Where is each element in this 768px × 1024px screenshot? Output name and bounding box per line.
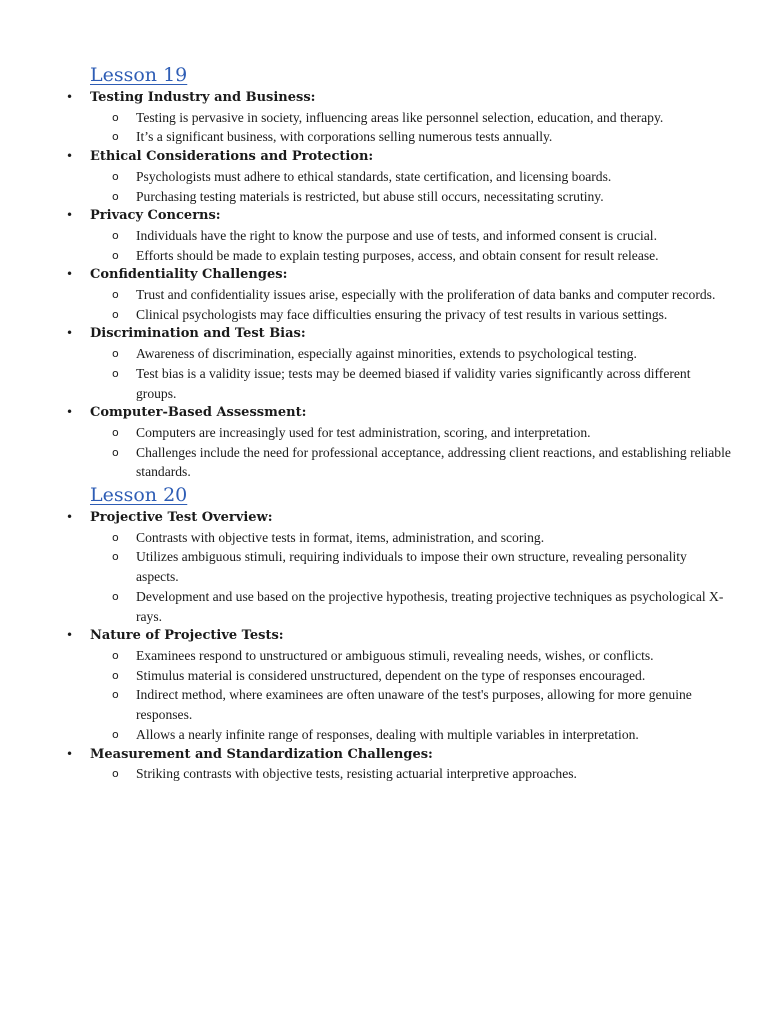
point-text: Purchasing testing materials is restricted, but abuse still occurs, necessitating scrutiny.	[136, 188, 604, 204]
point-text: Clinical psychologists may face difficulties ensuring the privacy of test results in various settings.	[136, 306, 668, 322]
circle-bullet-icon: o	[112, 288, 119, 302]
circle-bullet-icon: o	[112, 130, 119, 144]
point-text: Contrasts with objective tests in format, items, administration, and scoring.	[136, 529, 545, 545]
topic-title: Ethical Considerations and Protection:	[90, 149, 374, 165]
point-list	[0, 167, 768, 206]
point-text: Striking contrasts with objective tests, resisting actuarial interpretive approaches.	[136, 766, 577, 782]
lesson-section	[0, 482, 768, 784]
point-list	[0, 226, 768, 265]
topic-title: Confidentiality Challenges:	[90, 267, 288, 283]
bullet-icon: •	[66, 405, 74, 420]
point-text: Indirect method, where examinees are often unaware of the test's purposes, allowing for more genuine responses.	[136, 687, 692, 723]
circle-bullet-icon: o	[112, 550, 119, 564]
point-text: Trust and confidentiality issues arise, especially with the proliferation of data banks and computer records.	[136, 287, 716, 303]
topic-title: Testing Industry and Business:	[90, 90, 316, 105]
point-list	[0, 344, 768, 403]
topic-title: Computer-Based Assessment:	[90, 405, 307, 421]
point-text: Utilizes ambiguous stimuli, requiring individuals to impose their own structure, revealing personality aspects.	[136, 549, 687, 585]
point-text: Efforts should be made to explain testing purposes, access, and obtain consent for result release.	[136, 247, 659, 263]
point-item	[0, 187, 768, 207]
point-item	[0, 305, 768, 325]
bullet-icon: •	[66, 326, 74, 341]
point-text: Computers are increasingly used for test administration, scoring, and interpretation.	[136, 424, 591, 440]
circle-bullet-icon: o	[112, 530, 119, 544]
topic-item	[0, 403, 768, 482]
point-item	[0, 685, 768, 724]
document-body	[0, 62, 768, 784]
point-item	[0, 443, 768, 482]
circle-bullet-icon: o	[112, 727, 119, 741]
point-text: Stimulus material is considered unstructured, dependent on the type of responses encouraged.	[136, 667, 646, 683]
circle-bullet-icon: o	[112, 169, 119, 183]
point-text: Development and use based on the projective hypothesis, treating projective techniques as psychological X-rays.	[136, 588, 724, 624]
circle-bullet-icon: o	[112, 228, 119, 242]
topic-item	[0, 206, 768, 265]
circle-bullet-icon: o	[112, 110, 119, 124]
bullet-icon: •	[66, 746, 74, 761]
topic-title: Nature of Projective Tests:	[90, 628, 284, 644]
point-text: Allows a nearly infinite range of responses, dealing with multiple variables in interpretation.	[136, 726, 639, 742]
point-item	[0, 167, 768, 187]
topic-title: Discrimination and Test Bias:	[90, 326, 306, 342]
point-text: Examinees respond to unstructured or ambiguous stimuli, revealing needs, wishes, or conflicts.	[136, 647, 654, 663]
circle-bullet-icon: o	[112, 648, 119, 662]
lesson-heading: Lesson 19	[90, 64, 188, 86]
circle-bullet-icon: o	[112, 366, 119, 380]
circle-bullet-icon: o	[112, 189, 119, 203]
point-item	[0, 725, 768, 745]
point-text: Awareness of discrimination, especially against minorities, extends to psychological testing.	[136, 346, 637, 362]
point-list	[0, 528, 768, 627]
bullet-icon: •	[66, 628, 74, 643]
lesson-section	[0, 62, 768, 482]
point-list	[0, 285, 768, 324]
point-text: Challenges include the need for professional acceptance, addressing client reactions, and establishing reliable standards.	[136, 444, 731, 480]
point-item	[0, 344, 768, 364]
point-item	[0, 646, 768, 666]
point-list	[0, 764, 768, 784]
topic-title: Privacy Concerns:	[90, 208, 221, 224]
bullet-icon: •	[66, 208, 74, 223]
point-list	[0, 108, 768, 147]
point-text: Individuals have the right to know the purpose and use of tests, and informed consent is crucial.	[136, 227, 657, 243]
point-item	[0, 364, 768, 403]
point-text: Testing is pervasive in society, influencing areas like personnel selection, education, and therapy.	[136, 109, 664, 125]
point-item	[0, 764, 768, 784]
point-item	[0, 226, 768, 246]
lesson-heading: Lesson 20	[90, 484, 188, 507]
point-item	[0, 246, 768, 266]
bullet-icon: •	[66, 149, 74, 164]
topic-title: Projective Test Overview:	[90, 510, 273, 526]
point-text: It’s a significant business, with corporations selling numerous tests annually.	[136, 129, 553, 145]
point-item	[0, 108, 768, 128]
topic-item	[0, 88, 768, 147]
point-item	[0, 547, 768, 586]
circle-bullet-icon: o	[112, 248, 119, 262]
circle-bullet-icon: o	[112, 767, 119, 781]
circle-bullet-icon: o	[112, 668, 119, 682]
point-item	[0, 285, 768, 305]
circle-bullet-icon: o	[112, 445, 119, 459]
bullet-icon: •	[66, 267, 74, 282]
circle-bullet-icon: o	[112, 425, 119, 439]
point-item	[0, 528, 768, 548]
circle-bullet-icon: o	[112, 347, 119, 361]
point-text: Test bias is a validity issue; tests may be deemed biased if validity varies significantly across different groups.	[136, 365, 691, 401]
point-item	[0, 127, 768, 147]
bullet-icon: •	[66, 510, 74, 525]
circle-bullet-icon: o	[112, 688, 119, 702]
point-item	[0, 423, 768, 443]
point-text: Psychologists must adhere to ethical standards, state certification, and licensing boards.	[136, 168, 612, 184]
circle-bullet-icon: o	[112, 307, 119, 321]
bullet-icon: •	[66, 90, 74, 104]
topic-item	[0, 324, 768, 403]
point-item	[0, 587, 768, 626]
point-item	[0, 666, 768, 686]
topic-list	[0, 508, 768, 784]
topic-item	[0, 147, 768, 206]
point-list	[0, 646, 768, 745]
topic-title: Measurement and Standardization Challenges:	[90, 746, 433, 762]
topic-list	[0, 88, 768, 482]
topic-item	[0, 265, 768, 324]
topic-item	[0, 508, 768, 626]
point-list	[0, 423, 768, 482]
topic-item	[0, 626, 768, 744]
topic-item	[0, 745, 768, 784]
circle-bullet-icon: o	[112, 589, 119, 603]
